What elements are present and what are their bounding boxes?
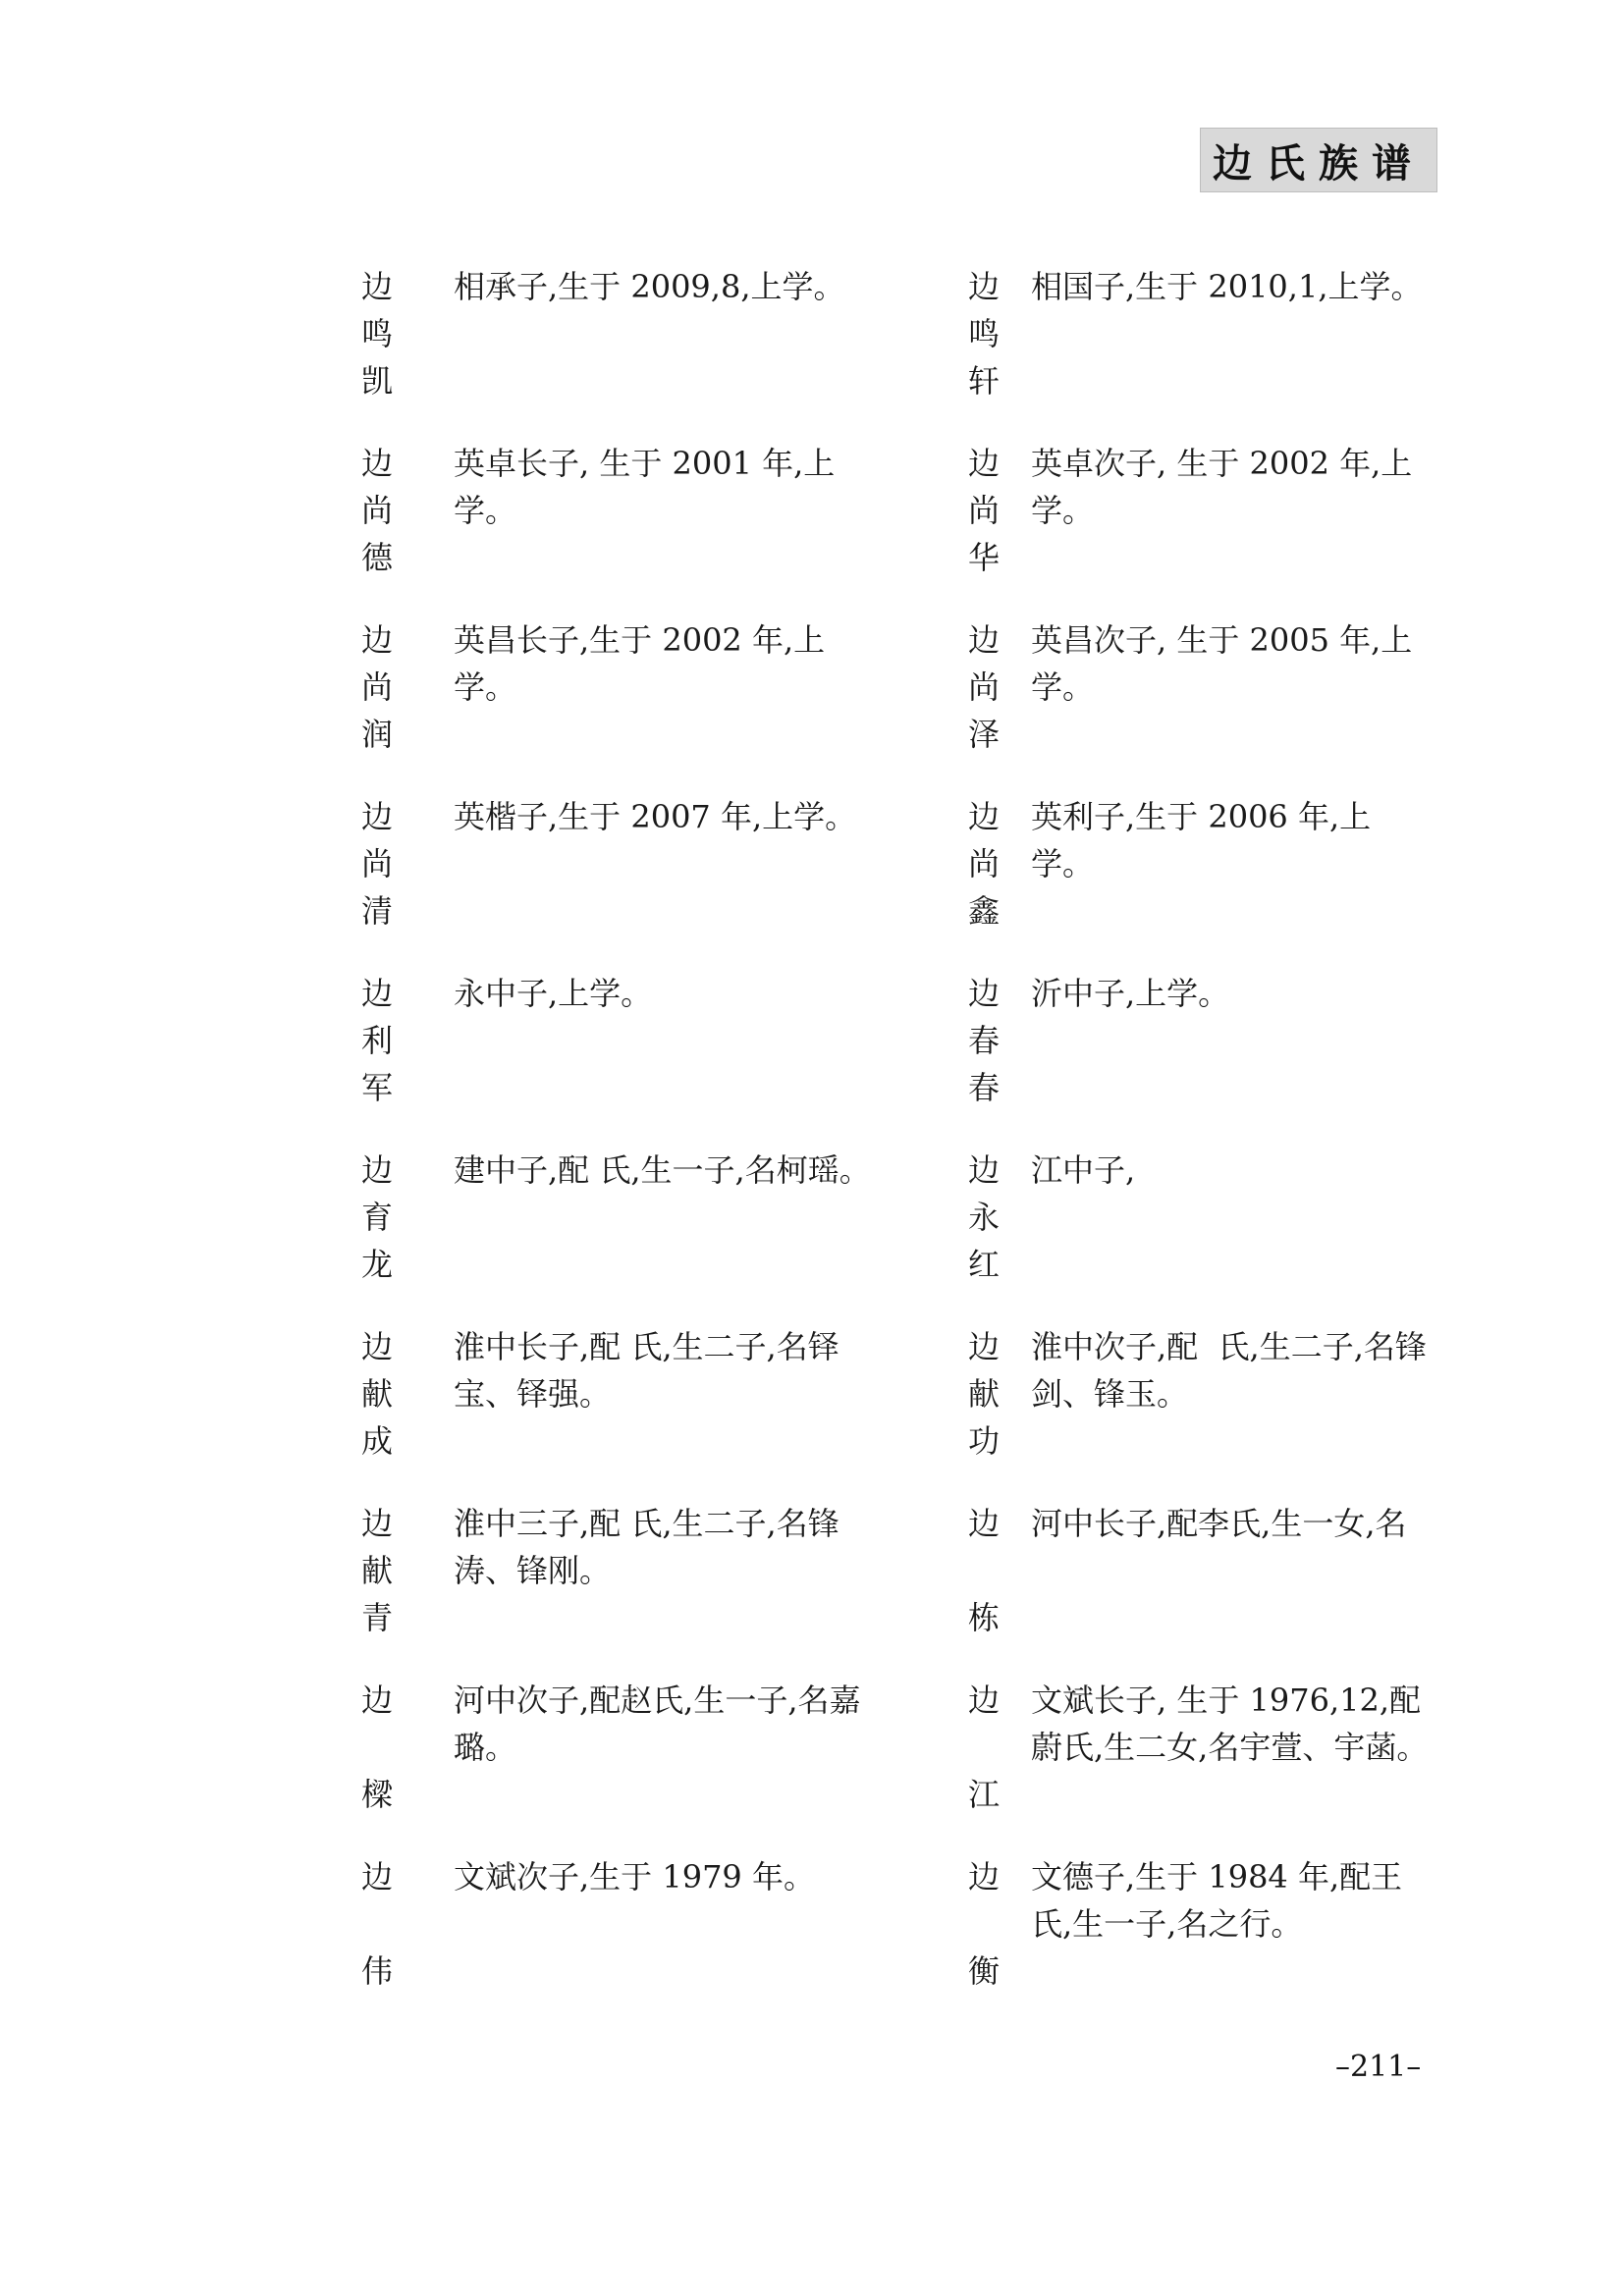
genealogy-entry-left (357, 793, 888, 970)
person-name (357, 1677, 397, 1834)
person-name (964, 440, 1003, 597)
name-character: 永 (967, 1199, 1000, 1236)
name-character: 献 (360, 1552, 393, 1589)
name-character: 边 (967, 798, 1000, 835)
person-description: 永中子,上学。 (454, 975, 653, 1012)
person-name (357, 970, 397, 1127)
person-name (357, 1323, 397, 1480)
person-description: 相承子,生于 2009,8,上学。 (454, 268, 845, 305)
genealogy-entry-right (964, 616, 1455, 793)
entry-row (0, 263, 1624, 440)
name-character: 边 (967, 1682, 1000, 1719)
name-character: 春 (967, 1069, 1000, 1106)
name-character: 边 (967, 1505, 1000, 1542)
person-name (357, 1853, 397, 2010)
name-character: 衡 (967, 1952, 1000, 1990)
person-name (357, 616, 397, 774)
person-description: 河中长子,配李氏,生一女,名 (1031, 1505, 1407, 1542)
person-name (964, 1500, 1003, 1657)
name-character: 边 (360, 1682, 393, 1719)
name-character: 江 (967, 1776, 1000, 1813)
name-character: 红 (967, 1246, 1000, 1283)
name-character: 边 (967, 975, 1000, 1012)
entry-row (0, 440, 1624, 616)
entry-row (0, 616, 1624, 793)
genealogy-entry-left (357, 1677, 888, 1853)
person-description: 英楷子,生于 2007 年,上学。 (454, 798, 857, 835)
person-description: 文斌次子,生于 1979 年。 (454, 1858, 815, 1896)
genealogy-entry-right (964, 970, 1455, 1147)
name-character: 边 (967, 621, 1000, 659)
name-character: 鑫 (967, 892, 1000, 930)
name-character: 春 (967, 1022, 1000, 1059)
name-character: 尚 (967, 668, 1000, 706)
person-description: 江中子, (1031, 1151, 1136, 1189)
name-character: 凯 (360, 362, 393, 400)
name-character: 边 (360, 1505, 393, 1542)
person-name (357, 440, 397, 597)
name-character: 边 (967, 1858, 1000, 1896)
genealogy-entry-left (357, 1853, 888, 2030)
genealogy-entry-left (357, 1323, 888, 1500)
name-character: 边 (360, 1328, 393, 1365)
person-description: 淮中次子,配 氏,生二子,名锋剑、锋玉。 (1031, 1328, 1427, 1413)
genealogy-entry-left (357, 970, 888, 1147)
name-character: 献 (967, 1375, 1000, 1413)
person-description: 建中子,配 氏,生一子,名柯瑶。 (454, 1151, 871, 1189)
name-character: 边 (360, 1151, 393, 1189)
person-description: 文德子,生于 1984 年,配王氏,生一子,名之行。 (1031, 1858, 1403, 1943)
name-character: 轩 (967, 362, 1000, 400)
person-description: 相国子,生于 2010,1,上学。 (1031, 268, 1423, 305)
person-name (964, 970, 1003, 1127)
name-character: 边 (360, 445, 393, 482)
name-character: 龙 (360, 1246, 393, 1283)
entry-row (0, 1500, 1624, 1677)
genealogy-entry-left (357, 440, 888, 616)
name-character: 尚 (360, 492, 393, 529)
genealogy-entry-left (357, 1147, 888, 1323)
entry-row (0, 1147, 1624, 1323)
genealogy-entry-left (357, 263, 888, 440)
name-character: 边 (360, 1858, 393, 1896)
name-character: 鸣 (967, 315, 1000, 352)
person-name (357, 263, 397, 420)
name-character: 樑 (360, 1776, 393, 1813)
name-character: 利 (360, 1022, 393, 1059)
person-description: 淮中三子,配 氏,生二子,名锋涛、锋刚。 (454, 1505, 839, 1589)
name-character: 尚 (967, 845, 1000, 882)
genealogy-entry-right (964, 440, 1455, 616)
entry-row (0, 1323, 1624, 1500)
name-character: 清 (360, 892, 393, 930)
entry-row (0, 1677, 1624, 1853)
entry-row (0, 793, 1624, 970)
person-name (964, 616, 1003, 774)
name-character: 边 (360, 975, 393, 1012)
name-character: 献 (360, 1375, 393, 1413)
person-description: 英昌次子, 生于 2005 年,上学。 (1031, 621, 1413, 706)
header-title-box (1200, 128, 1437, 192)
person-description: 英卓长子, 生于 2001 年,上学。 (454, 445, 836, 529)
name-character: 栋 (967, 1599, 1000, 1636)
person-name (357, 793, 397, 950)
person-name (964, 1147, 1003, 1304)
genealogy-entry-right (964, 263, 1455, 440)
person-name (964, 1853, 1003, 2010)
name-character: 边 (360, 268, 393, 305)
genealogy-entries (0, 263, 1624, 2030)
name-character: 功 (967, 1422, 1000, 1460)
person-description: 英昌长子,生于 2002 年,上学。 (454, 621, 826, 706)
genealogy-entry-right (964, 1323, 1455, 1500)
name-character: 华 (967, 539, 1000, 576)
person-name (357, 1500, 397, 1657)
name-character: 边 (967, 268, 1000, 305)
name-character: 润 (360, 716, 393, 753)
person-name (357, 1147, 397, 1304)
genealogy-entry-right (964, 1677, 1455, 1853)
person-name (964, 263, 1003, 420)
genealogy-entry-right (964, 1147, 1455, 1323)
person-description: 淮中长子,配 氏,生二子,名铎宝、铎强。 (454, 1328, 839, 1413)
header-title: 边氏族谱 (1213, 139, 1425, 187)
name-character: 青 (360, 1599, 393, 1636)
genealogy-entry-right (964, 793, 1455, 970)
entry-row (0, 1853, 1624, 2030)
name-character: 尚 (360, 668, 393, 706)
person-name (964, 793, 1003, 950)
name-character: 边 (967, 445, 1000, 482)
name-character: 德 (360, 539, 393, 576)
name-character: 泽 (967, 716, 1000, 753)
name-character: 尚 (360, 845, 393, 882)
person-description: 英卓次子, 生于 2002 年,上学。 (1031, 445, 1413, 529)
name-character: 边 (360, 798, 393, 835)
name-character: 军 (360, 1069, 393, 1106)
page-number: –211– (1335, 2050, 1422, 2084)
person-description: 河中次子,配赵氏,生一子,名嘉璐。 (454, 1682, 861, 1766)
name-character: 边 (967, 1328, 1000, 1365)
entry-row (0, 970, 1624, 1147)
name-character: 边 (967, 1151, 1000, 1189)
name-character: 育 (360, 1199, 393, 1236)
person-description: 沂中子,上学。 (1031, 975, 1230, 1012)
person-description: 英利子,生于 2006 年,上学。 (1031, 798, 1372, 882)
name-character: 尚 (967, 492, 1000, 529)
person-name (964, 1677, 1003, 1834)
genealogy-entry-left (357, 1500, 888, 1677)
name-character: 伟 (360, 1952, 393, 1990)
genealogy-entry-right (964, 1853, 1455, 2030)
name-character: 边 (360, 621, 393, 659)
name-character: 鸣 (360, 315, 393, 352)
genealogy-entry-right (964, 1500, 1455, 1677)
person-name (964, 1323, 1003, 1480)
genealogy-entry-left (357, 616, 888, 793)
name-character: 成 (360, 1422, 393, 1460)
person-description: 文斌长子, 生于 1976,12,配蔚氏,生二女,名宇萱、宇菡。 (1031, 1682, 1429, 1766)
